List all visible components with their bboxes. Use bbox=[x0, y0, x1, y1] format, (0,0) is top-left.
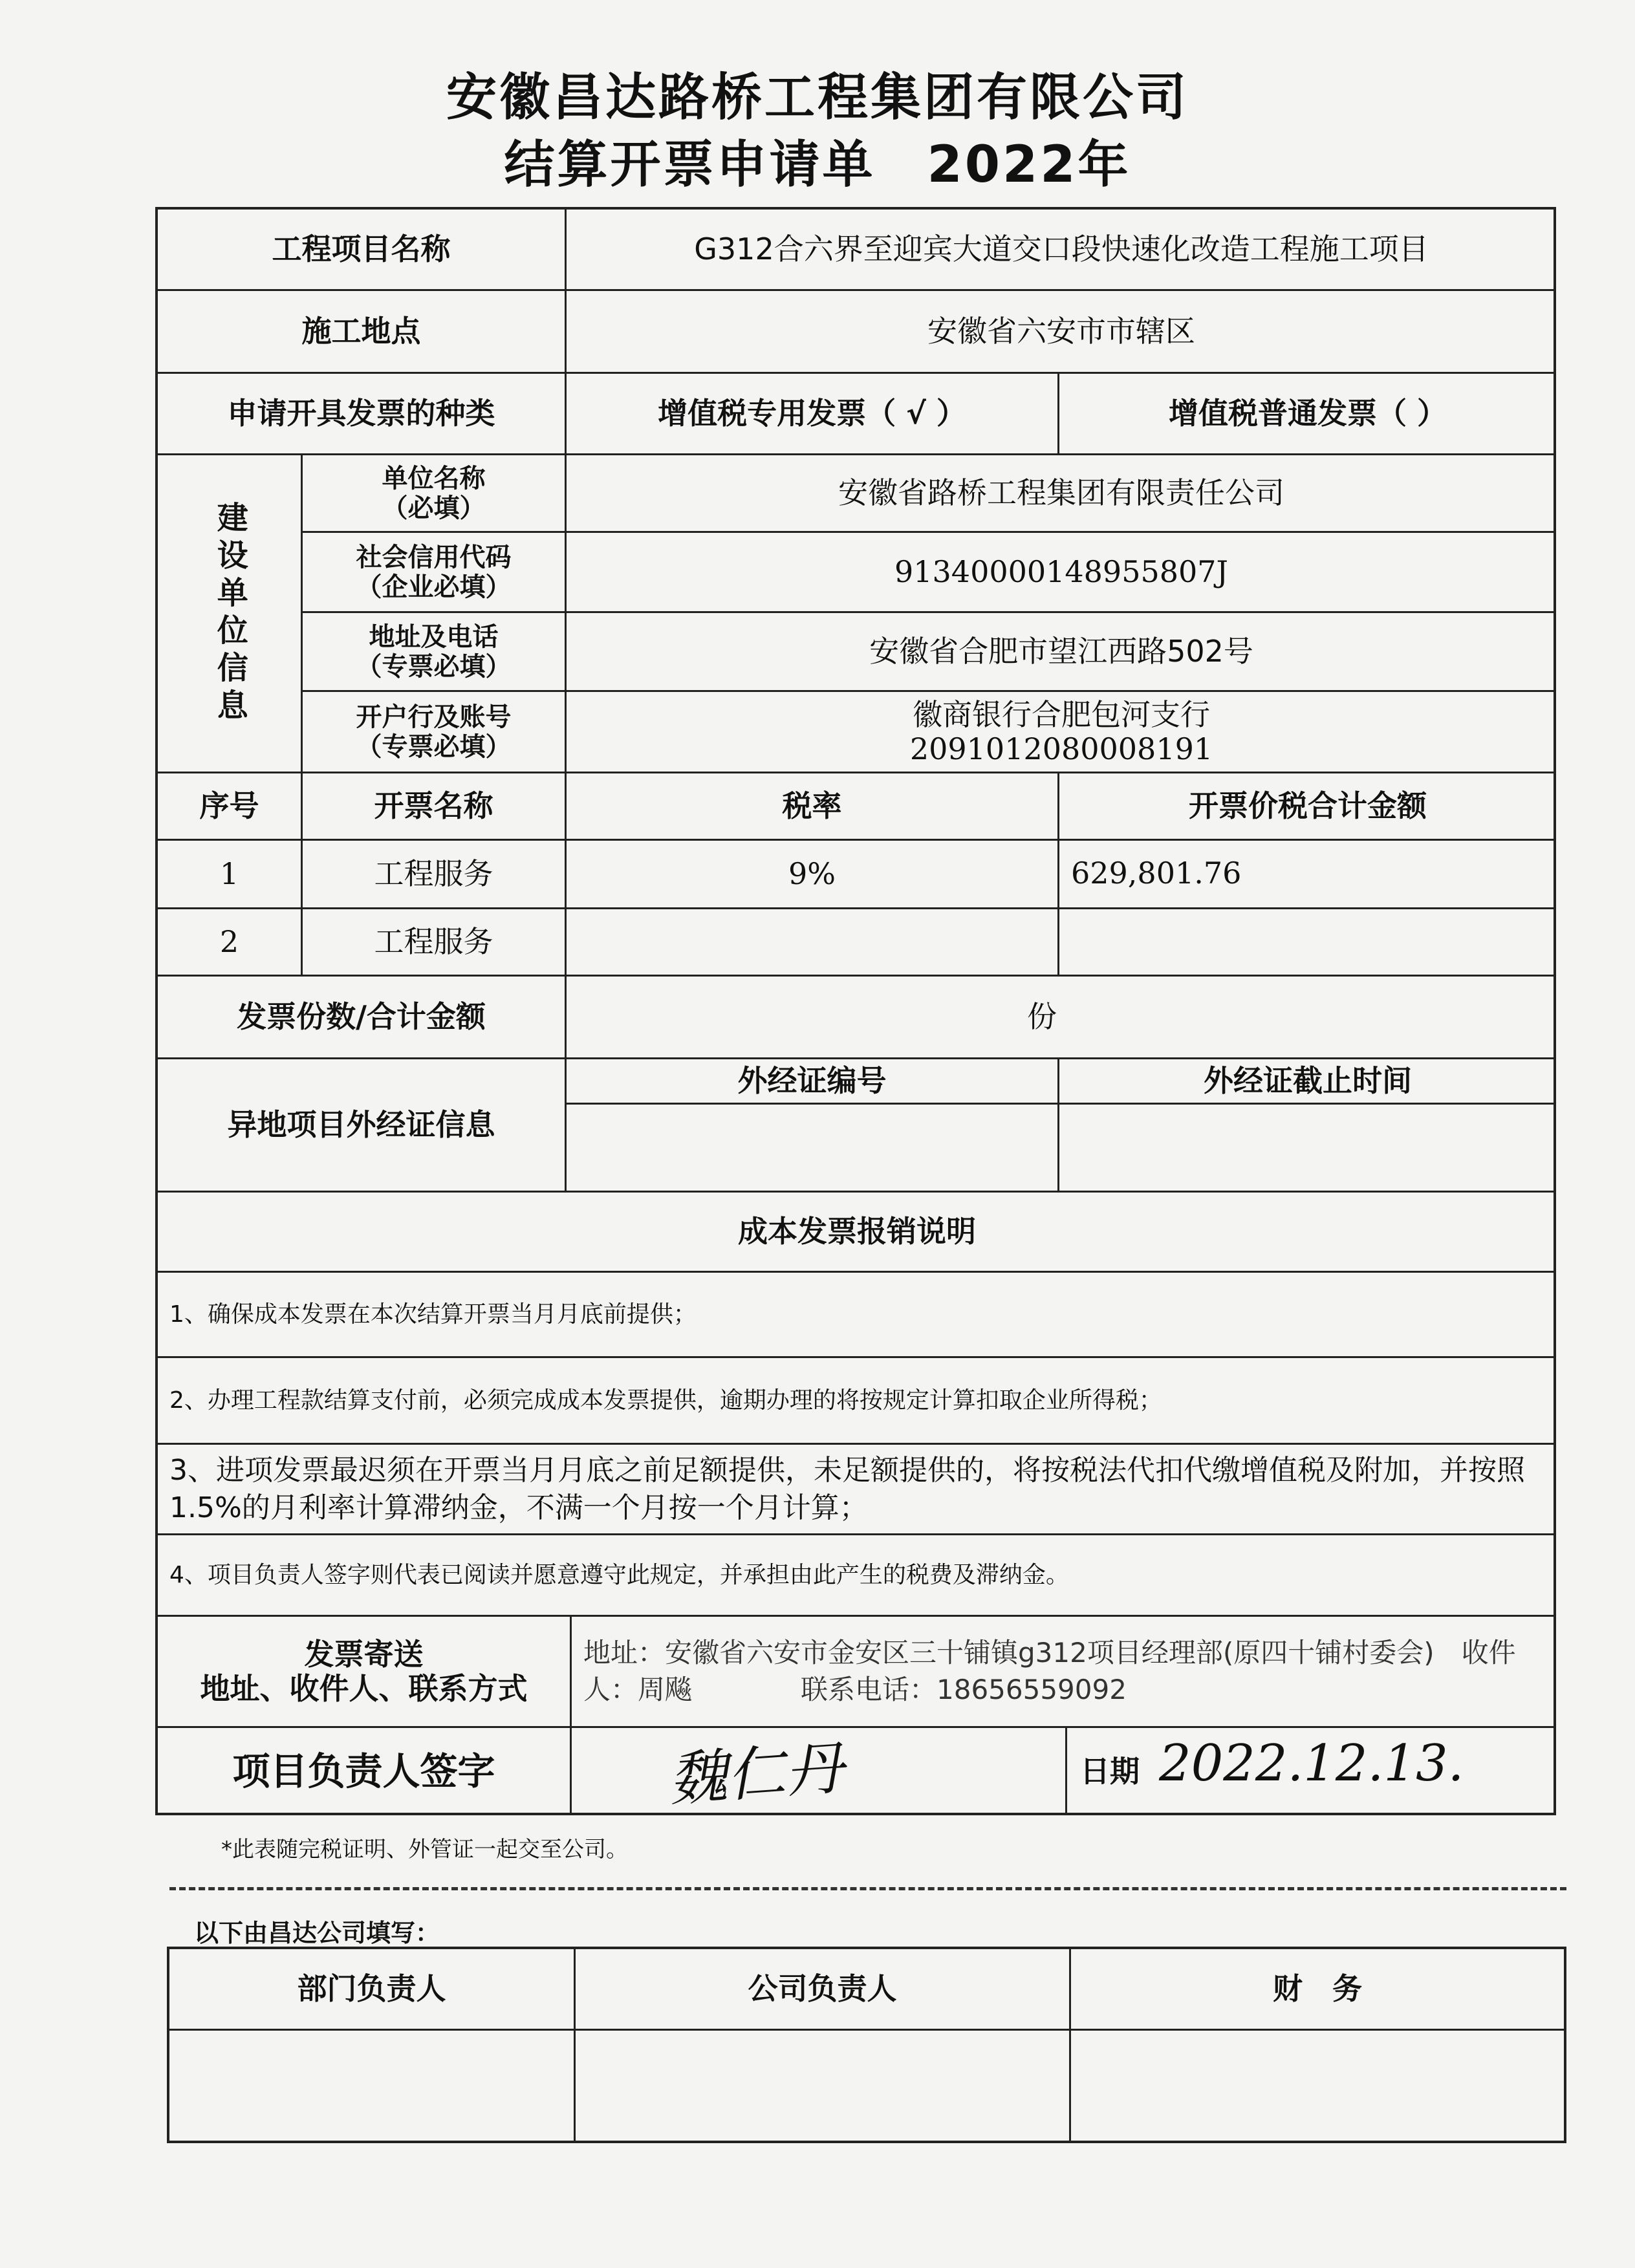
external-label: 异地项目外经证信息 bbox=[158, 1059, 567, 1193]
bank-label-text: 开户行及账号 bbox=[356, 702, 512, 732]
note-3: 3、进项发票最迟须在开票当月月底之前足额提供，未足额提供的，将按税法代扣代缴增值税及附加，并按照1.5%的月利率计算滞纳金，不满一个月按一个月计算； bbox=[158, 1445, 1556, 1535]
form-title bbox=[0, 124, 1635, 197]
credit-code-value: 91340000148955807J bbox=[567, 533, 1556, 613]
date-cell bbox=[1067, 1728, 1556, 1815]
company-title: 安徽昌达路桥工程集团有限公司 bbox=[446, 69, 1189, 127]
cert-no-label: 外经证编号 bbox=[567, 1059, 1059, 1105]
row2-name: 工程服务 bbox=[303, 909, 567, 977]
date-label: 日期 bbox=[1080, 1754, 1140, 1789]
approver-company-sign bbox=[576, 2031, 1071, 2141]
unit-name-label-text: 单位名称 bbox=[382, 463, 486, 493]
approver-dept-head: 部门负责人 bbox=[169, 1949, 576, 2031]
application-form bbox=[155, 207, 1556, 1815]
row1-name: 工程服务 bbox=[303, 841, 567, 909]
signature-area bbox=[572, 1728, 1067, 1815]
builder-section-label bbox=[158, 455, 303, 773]
company-fill-note: 以下由昌达公司填写： bbox=[194, 1919, 440, 1947]
cert-deadline-value bbox=[1059, 1105, 1556, 1193]
cut-line bbox=[169, 1887, 1566, 1890]
approver-dept-sign bbox=[169, 2031, 576, 2141]
unit-name-label bbox=[303, 455, 567, 533]
invoice-type-special: 增值税专用发票（ √ ） bbox=[567, 374, 1059, 455]
location-value: 安徽省六安市市辖区 bbox=[567, 291, 1556, 374]
bank-name: 徽商银行合肥包河支行 bbox=[913, 697, 1210, 732]
notes-title: 成本发票报销说明 bbox=[158, 1193, 1556, 1273]
cert-no-value bbox=[567, 1105, 1059, 1193]
copies-unit: 份 bbox=[1027, 999, 1057, 1035]
note-4: 4、项目负责人签字则代表已阅读并愿意遵守此规定，并承担由此产生的税费及滞纳金。 bbox=[158, 1535, 1556, 1617]
approver-company-head: 公司负责人 bbox=[576, 1949, 1071, 2031]
row2-amount bbox=[1059, 909, 1556, 977]
project-name-value: G312合六界至迎宾大道交口段快速化改造工程施工项目 bbox=[567, 210, 1556, 291]
form-year: 2022年 bbox=[927, 136, 1131, 194]
row1-rate: 9% bbox=[567, 841, 1059, 909]
invoice-type-label: 申请开具发票的种类 bbox=[158, 374, 567, 455]
builder-section-text: 建设单位信息 bbox=[211, 501, 248, 726]
col-header-amount: 开票价税合计金额 bbox=[1059, 773, 1556, 841]
bank-value bbox=[567, 692, 1556, 773]
row2-rate bbox=[567, 909, 1059, 977]
unit-name-value: 安徽省路桥工程集团有限责任公司 bbox=[567, 455, 1556, 533]
mailing-label-line2: 地址、收件人、联系方式 bbox=[200, 1670, 528, 1706]
bank-account: 2091012080008191 bbox=[909, 731, 1213, 766]
credit-code-label-text: 社会信用代码 bbox=[356, 542, 512, 572]
col-header-no: 序号 bbox=[158, 773, 303, 841]
address-value: 安徽省合肥市望江西路502号 bbox=[567, 613, 1556, 692]
date-handwritten: 2022.12.13. bbox=[1159, 1734, 1464, 1793]
bank-req: （专票必填） bbox=[356, 731, 512, 762]
note-2: 2、办理工程款结算支付前，必须完成成本发票提供，逾期办理的将按规定计算扣取企业所得税； bbox=[158, 1358, 1556, 1445]
approval-table bbox=[167, 1947, 1566, 2143]
location-label: 施工地点 bbox=[158, 291, 567, 374]
unit-name-req: （必填） bbox=[382, 493, 486, 523]
col-header-rate: 税率 bbox=[567, 773, 1059, 841]
approver-finance-sign bbox=[1071, 2031, 1564, 2141]
mailing-label bbox=[158, 1617, 572, 1728]
approver-finance: 财 务 bbox=[1071, 1949, 1564, 2031]
totals-label: 发票份数/合计金额 bbox=[158, 977, 567, 1059]
bank-label bbox=[303, 692, 567, 773]
address-label bbox=[303, 613, 567, 692]
form-title-text: 结算开票申请单 bbox=[504, 136, 876, 194]
mailing-label-line1: 发票寄送 bbox=[304, 1636, 424, 1672]
col-header-name: 开票名称 bbox=[303, 773, 567, 841]
footnote: *此表随完税证明、外管证一起交至公司。 bbox=[221, 1837, 628, 1863]
credit-code-req: （企业必填） bbox=[356, 572, 512, 602]
row1-amount: 629,801.76 bbox=[1059, 841, 1556, 909]
cert-deadline-label: 外经证截止时间 bbox=[1059, 1059, 1556, 1105]
address-req: （专票必填） bbox=[356, 651, 512, 682]
address-label-text: 地址及电话 bbox=[369, 621, 499, 652]
mailing-value: 地址：安徽省六安市金安区三十铺镇g312项目经理部(原四十铺村委会) 收件人：周飚 联系电话：18656559092 bbox=[572, 1617, 1556, 1728]
note-1: 1、确保成本发票在本次结算开票当月月底前提供； bbox=[158, 1273, 1556, 1358]
signature-label: 项目负责人签字 bbox=[158, 1728, 572, 1815]
credit-code-label bbox=[303, 533, 567, 613]
signature-handwritten: 魏仁丹 bbox=[666, 1734, 846, 1815]
invoice-type-ordinary: 增值税普通发票（ ） bbox=[1059, 374, 1556, 455]
row2-no: 2 bbox=[158, 909, 303, 977]
project-name-label: 工程项目名称 bbox=[158, 210, 567, 291]
row1-no: 1 bbox=[158, 841, 303, 909]
totals-value bbox=[567, 977, 1556, 1059]
